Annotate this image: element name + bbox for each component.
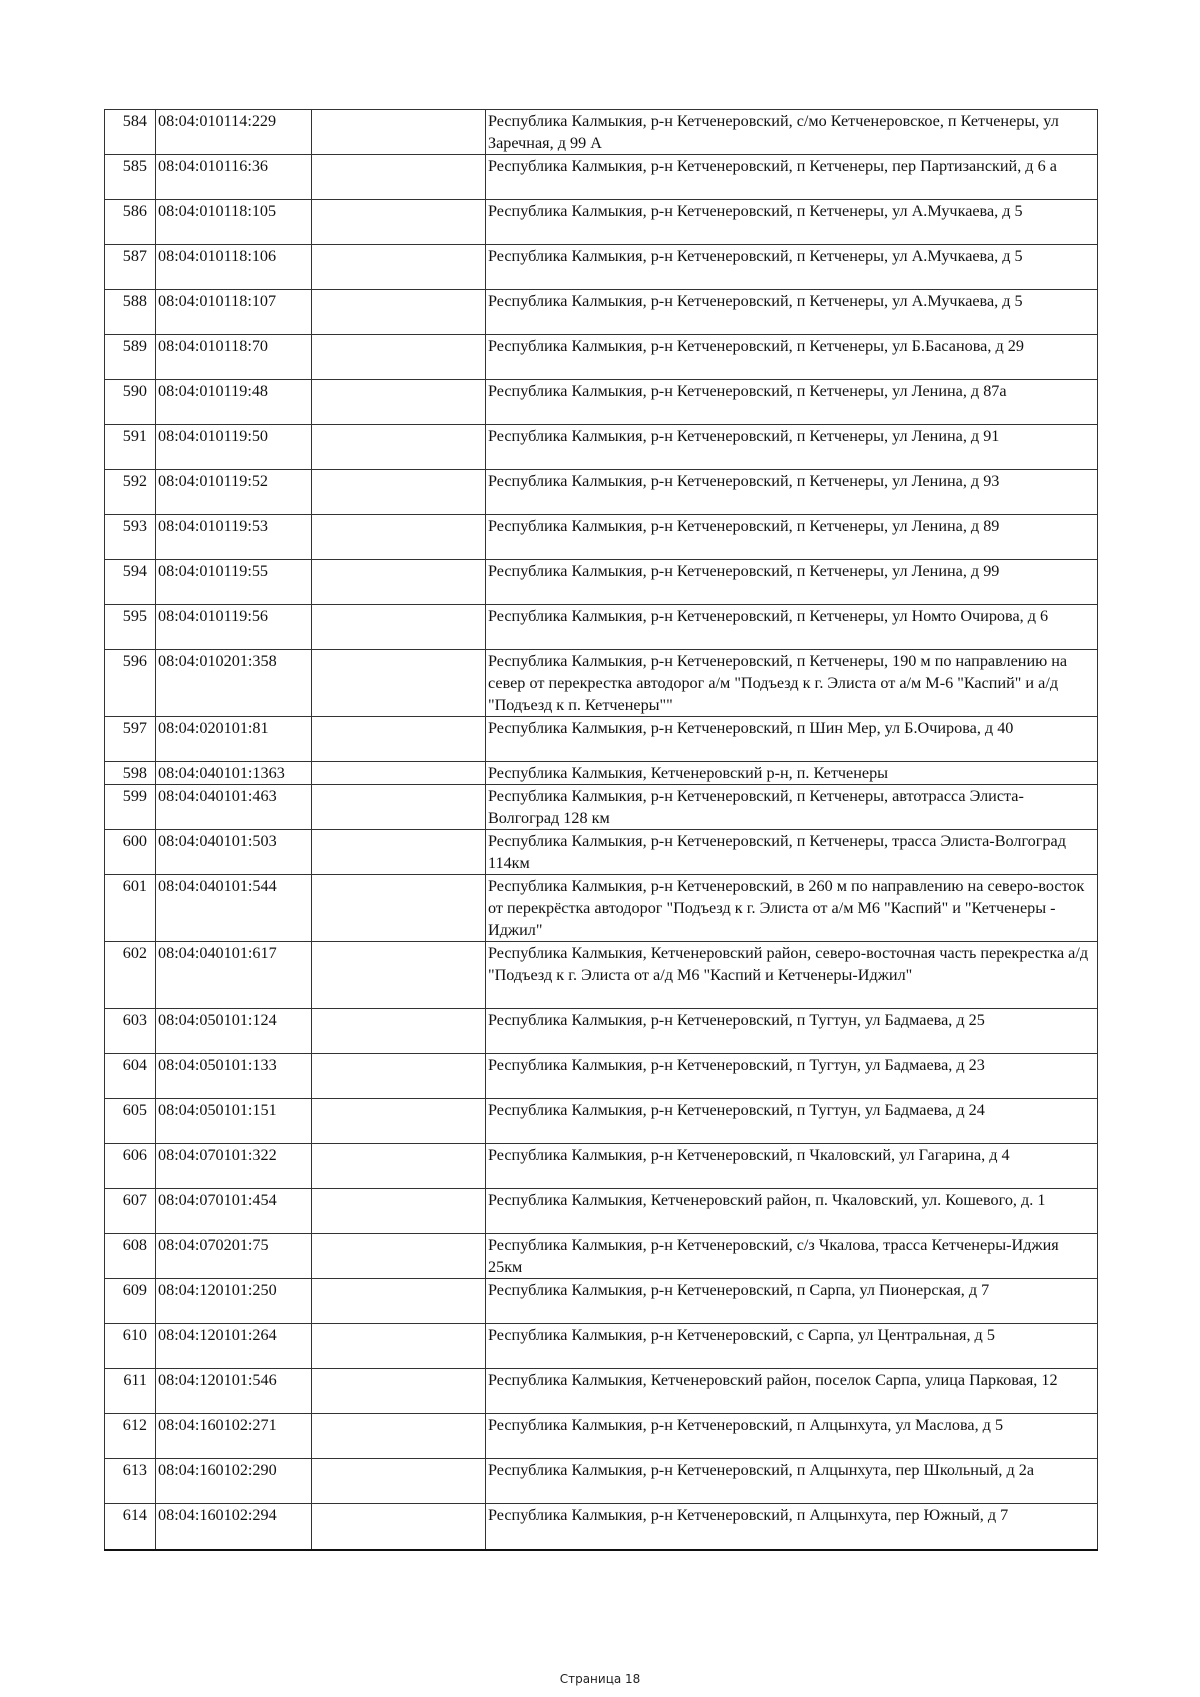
address-cell: Республика Калмыкия, р-н Кетченеровский, п Кетченеры, ул А.Мучкаева, д 5 — [486, 200, 1098, 245]
cadastral-number: 08:04:010119:50 — [156, 425, 312, 470]
cadastral-number: 08:04:070101:322 — [156, 1144, 312, 1189]
address-cell: Республика Калмыкия, р-н Кетченеровский, п Кетченеры, ул Номто Очирова, д 6 — [486, 605, 1098, 650]
row-number: 613 — [105, 1459, 156, 1504]
row-number: 599 — [105, 785, 156, 830]
empty-cell — [312, 470, 486, 515]
empty-cell — [312, 762, 486, 785]
table-row — [105, 717, 1098, 762]
cadastral-number: 08:04:120101:546 — [156, 1369, 312, 1414]
row-number: 607 — [105, 1189, 156, 1234]
table-row — [105, 1054, 1098, 1099]
row-number: 586 — [105, 200, 156, 245]
row-number: 610 — [105, 1324, 156, 1369]
empty-cell — [312, 1099, 486, 1144]
address-cell: Республика Калмыкия, р-н Кетченеровский, п Кетченеры, ул А.Мучкаева, д 5 — [486, 290, 1098, 335]
cadastral-number: 08:04:160102:271 — [156, 1414, 312, 1459]
table-row — [105, 875, 1098, 942]
table-row — [105, 1189, 1098, 1234]
row-number: 584 — [105, 110, 156, 155]
address-cell: Республика Калмыкия, р-н Кетченеровский, п Сарпа, ул Пионерская, д 7 — [486, 1279, 1098, 1324]
table-row — [105, 1504, 1098, 1551]
address-cell: Республика Калмыкия, р-н Кетченеровский, п Тугтун, ул Бадмаева, д 24 — [486, 1099, 1098, 1144]
table-row — [105, 785, 1098, 830]
table-row — [105, 425, 1098, 470]
cadastral-number: 08:04:010118:70 — [156, 335, 312, 380]
empty-cell — [312, 785, 486, 830]
empty-cell — [312, 1144, 486, 1189]
row-number: 585 — [105, 155, 156, 200]
table-row — [105, 650, 1098, 717]
table-row — [105, 942, 1098, 1009]
cadastral-number: 08:04:020101:81 — [156, 717, 312, 762]
row-number: 590 — [105, 380, 156, 425]
address-cell: Республика Калмыкия, р-н Кетченеровский, п Алцынхута, пер Южный, д 7 — [486, 1504, 1098, 1551]
row-number: 606 — [105, 1144, 156, 1189]
row-number: 595 — [105, 605, 156, 650]
page-number: Страница 18 — [559, 1672, 641, 1686]
empty-cell — [312, 1504, 486, 1551]
empty-cell — [312, 650, 486, 717]
cadastral-number: 08:04:120101:264 — [156, 1324, 312, 1369]
empty-cell — [312, 1324, 486, 1369]
cadastral-number: 08:04:040101:544 — [156, 875, 312, 942]
address-cell: Республика Калмыкия, р-н Кетченеровский, п Кетченеры, трасса Элиста-Волгоград 114км — [486, 830, 1098, 875]
address-cell: Республика Калмыкия, р-н Кетченеровский, п Кетченеры, ул А.Мучкаева, д 5 — [486, 245, 1098, 290]
address-cell: Республика Калмыкия, р-н Кетченеровский, п Кетченеры, автотрасса Элиста-Волгоград 128 км — [486, 785, 1098, 830]
empty-cell — [312, 1054, 486, 1099]
address-cell: Республика Калмыкия, р-н Кетченеровский, с Сарпа, ул Центральная, д 5 — [486, 1324, 1098, 1369]
cadastral-number: 08:04:010118:105 — [156, 200, 312, 245]
cadastral-number: 08:04:040101:617 — [156, 942, 312, 1009]
address-cell: Республика Калмыкия, р-н Кетченеровский, п Кетченеры, 190 м по направлению на север от перекрестка автодорог а/м "Подъезд к г. Элиста от а/м М-6 "Каспий" и а/д "Подъезд к п. Кетченеры"" — [486, 650, 1098, 717]
table-row — [105, 560, 1098, 605]
cadastral-number: 08:04:010114:229 — [156, 110, 312, 155]
table-row — [105, 245, 1098, 290]
cadastral-number: 08:04:010201:358 — [156, 650, 312, 717]
empty-cell — [312, 1369, 486, 1414]
cadastral-number: 08:04:010119:48 — [156, 380, 312, 425]
table-row — [105, 1369, 1098, 1414]
cadastral-number: 08:04:160102:294 — [156, 1504, 312, 1551]
cadastral-number: 08:04:010119:55 — [156, 560, 312, 605]
empty-cell — [312, 1459, 486, 1504]
cadastral-number: 08:04:040101:503 — [156, 830, 312, 875]
empty-cell — [312, 1009, 486, 1054]
row-number: 604 — [105, 1054, 156, 1099]
empty-cell — [312, 245, 486, 290]
table-row — [105, 1279, 1098, 1324]
row-number: 593 — [105, 515, 156, 560]
row-number: 609 — [105, 1279, 156, 1324]
address-cell: Республика Калмыкия, р-н Кетченеровский, п Кетченеры, ул Ленина, д 89 — [486, 515, 1098, 560]
empty-cell — [312, 875, 486, 942]
table-row — [105, 1144, 1098, 1189]
empty-cell — [312, 335, 486, 380]
address-cell: Республика Калмыкия, р-н Кетченеровский, п Кетченеры, ул Ленина, д 99 — [486, 560, 1098, 605]
cadastral-number: 08:04:120101:250 — [156, 1279, 312, 1324]
address-cell: Республика Калмыкия, р-н Кетченеровский, п Кетченеры, ул Ленина, д 93 — [486, 470, 1098, 515]
cadastral-number: 08:04:010116:36 — [156, 155, 312, 200]
address-cell: Республика Калмыкия, р-н Кетченеровский, п Чкаловский, ул Гагарина, д 4 — [486, 1144, 1098, 1189]
empty-cell — [312, 155, 486, 200]
cadastral-number: 08:04:050101:124 — [156, 1009, 312, 1054]
cadastral-number: 08:04:050101:151 — [156, 1099, 312, 1144]
empty-cell — [312, 717, 486, 762]
address-cell: Республика Калмыкия, р-н Кетченеровский, п Кетченеры, ул Ленина, д 87а — [486, 380, 1098, 425]
table-row — [105, 470, 1098, 515]
table-row — [105, 200, 1098, 245]
row-number: 608 — [105, 1234, 156, 1279]
empty-cell — [312, 380, 486, 425]
cadastral-number: 08:04:010118:106 — [156, 245, 312, 290]
empty-cell — [312, 200, 486, 245]
row-number: 600 — [105, 830, 156, 875]
address-cell: Республика Калмыкия, р-н Кетченеровский, п Тугтун, ул Бадмаева, д 23 — [486, 1054, 1098, 1099]
row-number: 591 — [105, 425, 156, 470]
cadastral-number: 08:04:010119:53 — [156, 515, 312, 560]
address-cell: Республика Калмыкия, р-н Кетченеровский, п Алцынхута, ул Маслова, д 5 — [486, 1414, 1098, 1459]
table-row — [105, 1099, 1098, 1144]
table-row — [105, 1009, 1098, 1054]
row-number: 592 — [105, 470, 156, 515]
address-cell: Республика Калмыкия, р-н Кетченеровский, п Алцынхута, пер Школьный, д 2а — [486, 1459, 1098, 1504]
address-cell: Республика Калмыкия, Кетченеровский район, северо-восточная часть перекрестка а/д "Подъезд к г. Элиста от а/д М6 "Каспий и Кетченеры-Иджил" — [486, 942, 1098, 1009]
row-number: 611 — [105, 1369, 156, 1414]
address-cell: Республика Калмыкия, р-н Кетченеровский, п Кетченеры, пер Партизанский, д 6 а — [486, 155, 1098, 200]
cadastral-number: 08:04:010118:107 — [156, 290, 312, 335]
empty-cell — [312, 1414, 486, 1459]
table-row — [105, 1234, 1098, 1279]
table-row — [105, 1414, 1098, 1459]
table-row — [105, 335, 1098, 380]
empty-cell — [312, 515, 486, 560]
address-cell: Республика Калмыкия, Кетченеровский район, поселок Сарпа, улица Парковая, 12 — [486, 1369, 1098, 1414]
table-row — [105, 515, 1098, 560]
property-table — [104, 109, 1098, 1551]
address-cell: Республика Калмыкия, р-н Кетченеровский, п Кетченеры, ул Ленина, д 91 — [486, 425, 1098, 470]
table-row — [105, 290, 1098, 335]
address-cell: Республика Калмыкия, р-н Кетченеровский, с/мо Кетченеровское, п Кетченеры, ул Заречная, д 99 А — [486, 110, 1098, 155]
row-number: 594 — [105, 560, 156, 605]
empty-cell — [312, 1189, 486, 1234]
address-cell: Республика Калмыкия, р-н Кетченеровский, п Тугтун, ул Бадмаева, д 25 — [486, 1009, 1098, 1054]
cadastral-number: 08:04:070101:454 — [156, 1189, 312, 1234]
row-number: 589 — [105, 335, 156, 380]
table-row — [105, 155, 1098, 200]
table-row — [105, 1459, 1098, 1504]
empty-cell — [312, 560, 486, 605]
empty-cell — [312, 290, 486, 335]
table-body — [105, 110, 1098, 1551]
row-number: 614 — [105, 1504, 156, 1551]
address-cell: Республика Калмыкия, р-н Кетченеровский, в 260 м по направлению на северо-восток от перекрёстка автодорог "Подъезд к г. Элиста от а/м М6 "Каспий" и "Кетченеры - Иджил" — [486, 875, 1098, 942]
row-number: 588 — [105, 290, 156, 335]
empty-cell — [312, 830, 486, 875]
empty-cell — [312, 1234, 486, 1279]
empty-cell — [312, 1279, 486, 1324]
row-number: 602 — [105, 942, 156, 1009]
cadastral-number: 08:04:040101:1363 — [156, 762, 312, 785]
address-cell: Республика Калмыкия, р-н Кетченеровский, с/з Чкалова, трасса Кетченеры-Иджия 25км — [486, 1234, 1098, 1279]
cadastral-number: 08:04:010119:56 — [156, 605, 312, 650]
table-row — [105, 110, 1098, 155]
address-cell: Республика Калмыкия, р-н Кетченеровский, п Шин Мер, ул Б.Очирова, д 40 — [486, 717, 1098, 762]
address-cell: Республика Калмыкия, Кетченеровский район, п. Чкаловский, ул. Кошевого, д. 1 — [486, 1189, 1098, 1234]
cadastral-number: 08:04:050101:133 — [156, 1054, 312, 1099]
empty-cell — [312, 425, 486, 470]
row-number: 587 — [105, 245, 156, 290]
row-number: 601 — [105, 875, 156, 942]
table-row — [105, 380, 1098, 425]
table-row — [105, 605, 1098, 650]
row-number: 603 — [105, 1009, 156, 1054]
empty-cell — [312, 110, 486, 155]
table-row — [105, 830, 1098, 875]
cadastral-number: 08:04:160102:290 — [156, 1459, 312, 1504]
empty-cell — [312, 605, 486, 650]
table-row — [105, 1324, 1098, 1369]
address-cell: Республика Калмыкия, р-н Кетченеровский, п Кетченеры, ул Б.Басанова, д 29 — [486, 335, 1098, 380]
row-number: 596 — [105, 650, 156, 717]
table-row — [105, 762, 1098, 785]
row-number: 612 — [105, 1414, 156, 1459]
row-number: 598 — [105, 762, 156, 785]
empty-cell — [312, 942, 486, 1009]
cadastral-number: 08:04:040101:463 — [156, 785, 312, 830]
row-number: 605 — [105, 1099, 156, 1144]
row-number: 597 — [105, 717, 156, 762]
cadastral-number: 08:04:010119:52 — [156, 470, 312, 515]
cadastral-number: 08:04:070201:75 — [156, 1234, 312, 1279]
address-cell: Республика Калмыкия, Кетченеровский р-н, п. Кетченеры — [486, 762, 1098, 785]
